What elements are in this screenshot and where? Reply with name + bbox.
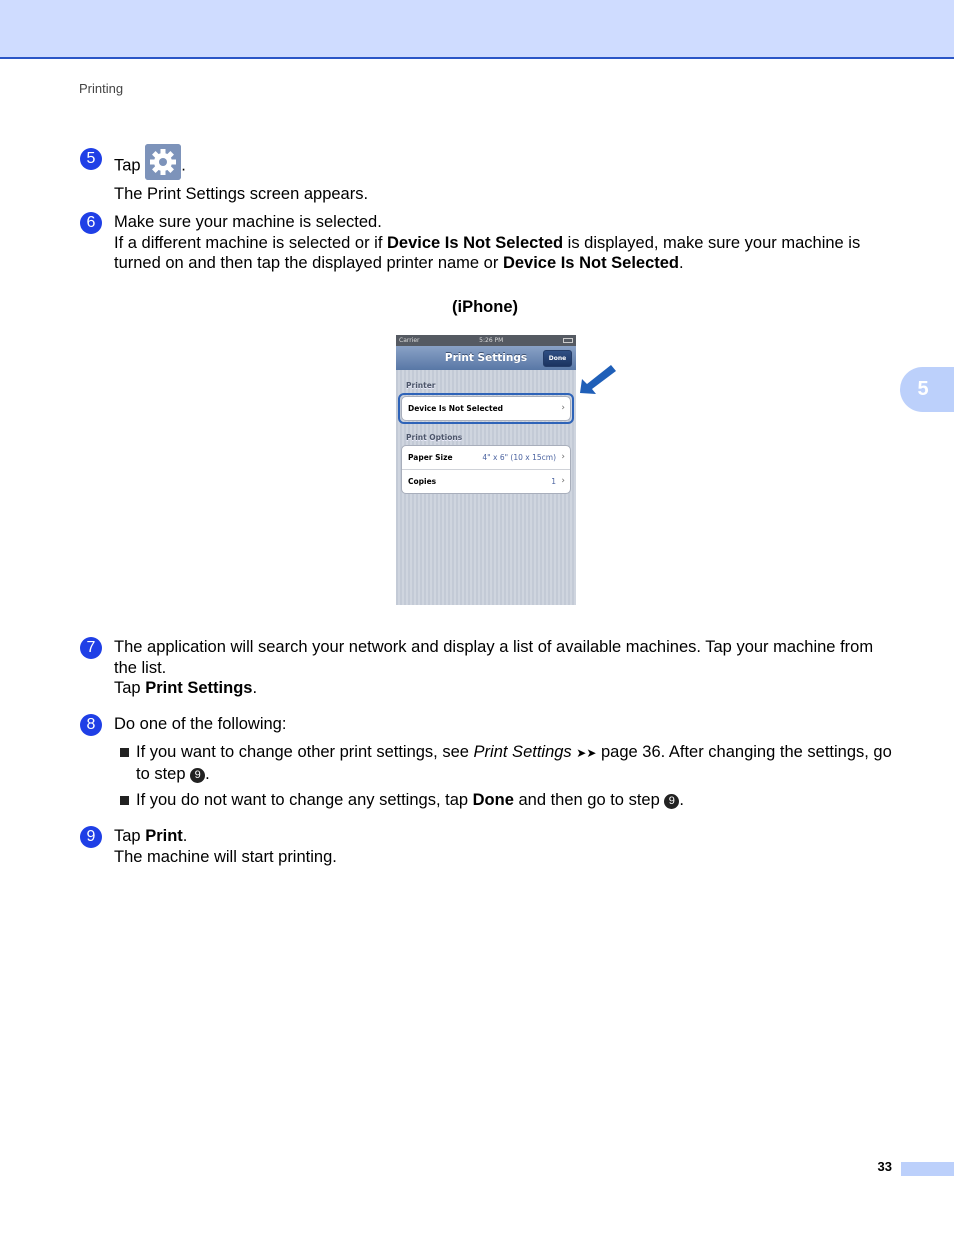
step-number: 6 <box>80 212 102 234</box>
step-text: Make sure your machine is selected. <box>114 213 382 231</box>
print-options-group <box>401 445 571 494</box>
step-6: 6 Make sure your machine is selected. If a different machine is selected or if Device Is Not Selected is displayed, make sure your machine is turned on and then tap the displayed printer name or Device Is Not Selected. <box>80 212 900 274</box>
page-number-bar <box>901 1162 954 1176</box>
printer-selection-highlight <box>398 393 574 424</box>
paper-size-cell[interactable]: Paper Size 4" x 6" (10 x 15cm) › <box>408 452 565 462</box>
cross-reference-link[interactable]: Print Settings <box>473 743 572 761</box>
step-7: 7 The application will search your network and display a list of available machines. Tap your machine from the list. Tap Print Settings. <box>80 637 900 699</box>
copies-cell[interactable]: Copies 1 › <box>402 469 570 493</box>
step-text: The machine will start printing. <box>114 847 337 866</box>
running-head: Printing <box>79 81 124 96</box>
bullet-item: If you do not want to change any settings, tap Done and then go to step 9 . <box>120 790 895 811</box>
step-number: 9 <box>80 826 102 848</box>
iphone-screenshot <box>396 335 576 605</box>
bullet-square-icon <box>120 748 129 757</box>
print-options-section-header: Print Options <box>406 433 463 442</box>
chapter-tab: 5 <box>900 367 954 412</box>
step-reference: 9 <box>664 794 679 809</box>
header-band <box>0 0 954 59</box>
bullet-square-icon <box>120 796 129 805</box>
nav-bar <box>396 346 576 370</box>
step-9: 9 Tap Print. The machine will start printing. <box>80 826 900 867</box>
printer-cell[interactable]: Device Is Not Selected › <box>408 403 565 413</box>
double-arrow-icon: ➤➤ <box>576 746 597 760</box>
done-button[interactable]: Done <box>543 350 572 367</box>
step-text: Tap <box>114 156 141 175</box>
nav-title: Print Settings <box>444 352 528 364</box>
step-5: 5 Tap . The Print Settings screen appears. <box>80 148 900 205</box>
step-text: The Print Settings screen appears. <box>114 185 369 203</box>
step-number: 8 <box>80 714 102 736</box>
step-reference: 9 <box>190 768 205 783</box>
callout-arrow-icon <box>578 363 618 397</box>
step-number: 5 <box>80 148 102 170</box>
step-8 <box>80 714 900 735</box>
bullet-item: If you want to change other print settings, see Print Settings ➤➤ page 36. After changing the settings, go to step 9 . <box>120 742 895 784</box>
step-text: Do one of the following: <box>114 715 287 733</box>
battery-icon <box>563 338 573 343</box>
settings-gear-icon <box>145 144 181 180</box>
status-bar: Carrier 5:26 PM <box>396 335 576 346</box>
step-text: The application will search your network and display a list of available machines. Tap your machine from the list. <box>114 638 874 677</box>
chevron-right-icon: › <box>561 452 565 462</box>
chevron-right-icon: › <box>561 476 565 486</box>
figure-caption: (iPhone) <box>452 298 518 316</box>
step-number: 7 <box>80 637 102 659</box>
printer-section-header: Printer <box>406 381 436 390</box>
chevron-right-icon: › <box>561 403 565 413</box>
page-number: 33 <box>877 1159 892 1174</box>
